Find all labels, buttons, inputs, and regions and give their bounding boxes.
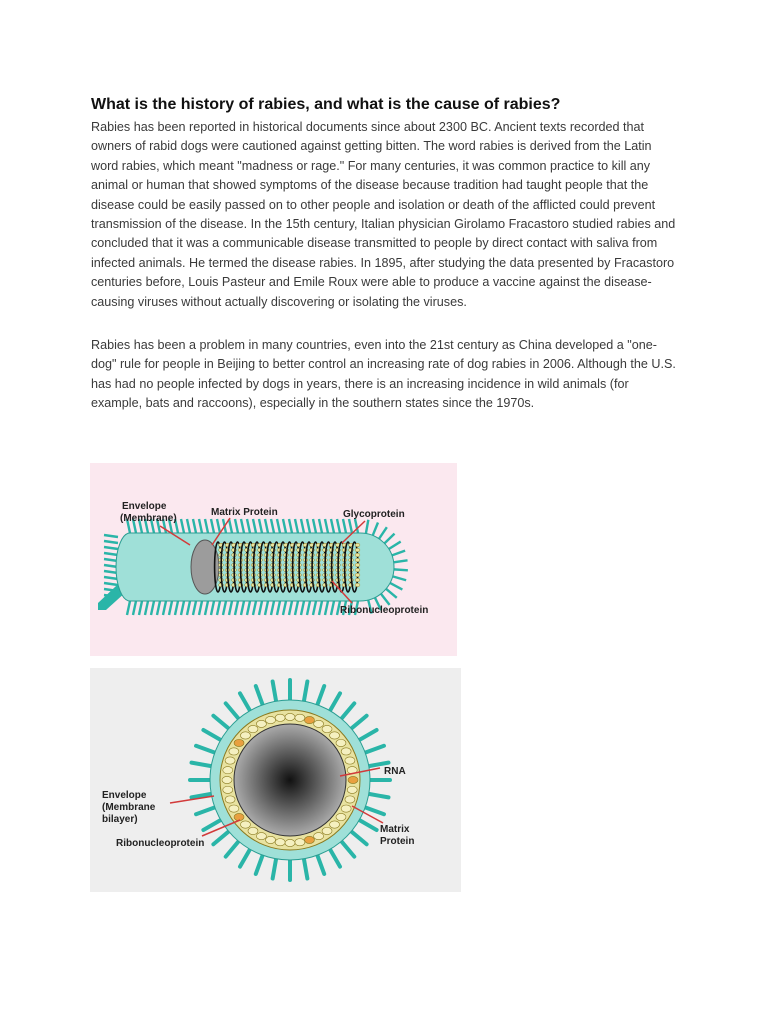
glycoprotein-spike	[351, 716, 366, 729]
nucleoprotein-bead	[322, 725, 332, 732]
nucleoprotein-bead	[240, 821, 250, 828]
nucleoprotein-bead	[355, 543, 360, 547]
glycoprotein-spike	[304, 682, 307, 702]
glycoprotein-spike	[104, 583, 118, 585]
nucleoprotein-bead	[295, 839, 305, 846]
glycoprotein-spike	[337, 519, 340, 533]
glycoprotein-spike	[379, 527, 387, 539]
nucleoprotein-bead	[256, 833, 266, 840]
glycoprotein-spike	[343, 519, 346, 533]
glycoprotein-spike	[241, 519, 244, 533]
article-paragraph-2: Rabies has been a problem in many countries, even into the 21st century as China developed a "one-dog" rule for people in Beijing to better control an increasing rate of dog rabies in 2006. Although the U.S. has had no people infected by dogs in years, there is an increasing incidence in wild animals (for example, bats and raccoons), especially in the southern states since the 1970s.	[91, 338, 676, 411]
nucleoprotein-bead	[225, 796, 235, 803]
nucleoprotein-bead	[240, 732, 250, 739]
nucleoprotein-bead	[275, 714, 285, 721]
nucleoprotein-bead	[322, 827, 332, 834]
article-heading: What is the history of rabies, and what is the cause of rabies?	[91, 96, 561, 113]
glycoprotein-spike	[381, 594, 390, 605]
glycoprotein-spike	[331, 601, 334, 615]
glycoprotein-spike	[193, 519, 196, 533]
glycoprotein-spike	[229, 519, 232, 533]
glycoprotein-spike	[205, 601, 208, 615]
nucleoprotein-bead	[285, 713, 295, 720]
glycoprotein-spike	[273, 859, 276, 879]
glycoprotein-spike	[330, 693, 340, 710]
glycoprotein-spike	[349, 519, 352, 533]
glycoprotein-spike	[384, 534, 394, 544]
glycoprotein-spike	[330, 849, 340, 866]
glycoprotein-spike	[187, 601, 190, 615]
virion-cross-section-diagram	[90, 668, 461, 892]
glycoprotein-spike	[289, 519, 292, 533]
glycoprotein-spike	[213, 831, 228, 844]
glycoprotein-spike	[229, 601, 232, 615]
nucleoprotein-bead	[223, 767, 233, 774]
glycoprotein-spike	[392, 551, 405, 556]
label-matrix: Matrix	[380, 824, 410, 835]
nucleoprotein-bead	[225, 757, 235, 764]
glycoprotein-spike	[226, 703, 239, 718]
glycoprotein-spike	[307, 519, 310, 533]
glycoprotein-spike	[317, 686, 324, 705]
glycoprotein-spike	[394, 569, 408, 570]
glycoprotein-spike	[341, 703, 354, 718]
nucleoprotein-bead	[229, 805, 239, 812]
glycoprotein-spike	[393, 576, 406, 580]
glycoprotein-spike	[199, 601, 202, 615]
glycoprotein-spike	[226, 841, 239, 856]
glycoprotein-spike	[369, 794, 389, 797]
glycoprotein-spike	[203, 730, 220, 740]
nucleoprotein-bead	[248, 827, 258, 834]
label-membrane: (Membrane)	[120, 513, 177, 524]
nucleoprotein-bead	[304, 716, 314, 723]
nucleoprotein-bead	[285, 839, 295, 846]
glycoprotein-spike	[304, 859, 307, 879]
nucleoprotein-bead	[355, 573, 360, 577]
glycoprotein-spike	[223, 601, 226, 615]
virion-longitudinal-diagram	[90, 463, 457, 656]
glycoprotein-spike	[313, 601, 316, 615]
glycoprotein-spike	[217, 519, 220, 533]
glycoprotein-spike	[163, 601, 166, 615]
rabies-virion-cross-section-figure	[90, 668, 461, 892]
nucleoprotein-bead	[355, 578, 360, 582]
glycoprotein-spike	[331, 519, 334, 533]
nucleoprotein-bead	[266, 836, 276, 843]
glycoprotein-spike	[259, 601, 262, 615]
glycoprotein-spike	[319, 519, 322, 533]
virion-core	[234, 724, 346, 836]
glycoprotein-spike	[295, 601, 298, 615]
nucleoprotein-bead	[355, 548, 360, 552]
glycoprotein-spike	[157, 601, 160, 615]
glycoprotein-spike	[104, 547, 118, 549]
nucleoprotein-bead	[355, 583, 360, 587]
glycoprotein-spike	[104, 553, 118, 555]
label-envelope: Envelope	[102, 790, 147, 801]
glycoprotein-spike	[319, 601, 322, 615]
glycoprotein-spike	[359, 730, 376, 740]
nucleoprotein-bead	[304, 836, 314, 843]
glycoprotein-spike	[196, 746, 215, 753]
nucleoprotein-bead	[341, 805, 351, 812]
glycoprotein-spike	[373, 522, 378, 535]
nucleoprotein-bead	[355, 563, 360, 567]
glycoprotein-spike	[341, 841, 354, 856]
glycoprotein-spike	[247, 601, 250, 615]
glycoprotein-spike	[139, 601, 142, 615]
nucleoprotein-bead	[355, 558, 360, 562]
glycoprotein-spike	[145, 601, 148, 615]
article-paragraph-1: Rabies has been reported in historical documents since about 2300 BC. Ancient texts recorded that owners of rabid dogs were cautioned against getting bitten. The word rabies is derived from the Latin word rabies, which meant "madness or rage." For many centuries, it was common practice to kill any animal or human that showed symptoms of the disease because tradition had taught people that the disease could be easily passed on to other people and isolation or death of the afflicted could prevent transmission of the disease. In the 15th century, Italian physician Girolamo Fracastoro studied rabies and concluded that it was a communicable disease transmitted to people by direct contact with saliva from infected animals. He termed the disease rabies. In 1895, after studying the data presented by Fracastoro centuries before, Louis Pasteur and Emile Roux were able to produce a vaccine against the disease-causing viruses without actually discovering or isolating the viruses.	[91, 120, 676, 309]
glycoprotein-spike	[104, 541, 118, 543]
glycoprotein-spike	[277, 601, 280, 615]
glycoprotein-spike	[265, 601, 268, 615]
nucleoprotein-bead	[256, 720, 266, 727]
glycoprotein-spike	[313, 519, 316, 533]
glycoprotein-spike	[365, 807, 384, 814]
glycoprotein-spike	[317, 855, 324, 874]
glycoprotein-spike	[240, 693, 250, 710]
glycoprotein-spike	[325, 519, 328, 533]
nucleoprotein-bead	[222, 776, 232, 783]
glycoprotein-spike	[390, 583, 402, 590]
nucleoprotein-bead	[275, 839, 285, 846]
glycoprotein-spike	[175, 601, 178, 615]
nucleoprotein-bead	[355, 553, 360, 557]
glycoprotein-spike	[133, 601, 136, 615]
label-glycoprotein: Glycoprotein	[343, 509, 405, 520]
glycoprotein-spike	[211, 601, 214, 615]
glycoprotein-spike	[394, 560, 408, 562]
glycoprotein-spike	[359, 820, 376, 830]
rabies-virion-longitudinal-figure	[90, 463, 457, 656]
glycoprotein-spike	[283, 519, 286, 533]
glycoprotein-spike	[187, 519, 190, 533]
nucleoprotein-bead	[248, 725, 258, 732]
glycoprotein-spike	[253, 519, 256, 533]
label-bilayer: bilayer)	[102, 814, 138, 825]
nucleoprotein-bead	[341, 748, 351, 755]
glycoprotein-spike	[181, 519, 184, 533]
glycoprotein-spike	[259, 519, 262, 533]
glycoprotein-spike	[192, 763, 212, 766]
glycoprotein-spike	[365, 746, 384, 753]
glycoprotein-spike	[247, 519, 250, 533]
glycoprotein-spike	[205, 519, 208, 533]
nucleoprotein-bead	[266, 716, 276, 723]
nucleoprotein-bead	[314, 720, 324, 727]
glycoprotein-spike	[241, 601, 244, 615]
glycoprotein-spike	[199, 519, 202, 533]
nucleoprotein-bead	[223, 786, 233, 793]
glycoprotein-spike	[213, 716, 228, 729]
nucleoprotein-bead	[330, 821, 340, 828]
nucleoprotein-bead	[345, 757, 355, 764]
nucleoprotein-bead	[355, 568, 360, 572]
glycoprotein-spike	[240, 849, 250, 866]
label-membrane: (Membrane	[102, 802, 156, 813]
glycoprotein-spike	[271, 601, 274, 615]
nucleoprotein-bead	[229, 748, 239, 755]
glycoprotein-spike	[253, 601, 256, 615]
nucleoprotein-bead	[348, 776, 358, 783]
label-protein: Protein	[380, 836, 415, 847]
glycoprotein-spike	[256, 686, 263, 705]
glycoprotein-spike	[193, 601, 196, 615]
glycoprotein-spike	[386, 589, 397, 598]
glycoprotein-spike	[151, 601, 154, 615]
glycoprotein-spike	[104, 577, 118, 579]
glycoprotein-spike	[211, 519, 214, 533]
glycoprotein-spike	[127, 601, 130, 615]
glycoprotein-spike	[325, 601, 328, 615]
nucleoprotein-bead	[336, 813, 346, 820]
glycoprotein-spike	[295, 519, 298, 533]
glycoprotein-spike	[289, 601, 292, 615]
glycoprotein-spike	[351, 831, 366, 844]
label-rna: RNA	[384, 766, 406, 777]
label-matrix-protein: Matrix Protein	[211, 507, 278, 518]
glycoprotein-spike	[169, 601, 172, 615]
glycoprotein-spike	[273, 682, 276, 702]
glycoprotein-spike	[389, 542, 401, 549]
glycoprotein-spike	[235, 601, 238, 615]
glycoprotein-spike	[181, 601, 184, 615]
glycoprotein-spike	[301, 601, 304, 615]
glycoprotein-spike	[307, 601, 310, 615]
glycoprotein-spike	[301, 519, 304, 533]
glycoprotein-spike	[104, 535, 118, 537]
glycoprotein-spike	[283, 601, 286, 615]
glycoprotein-spike	[217, 601, 220, 615]
nucleoprotein-bead	[347, 786, 357, 793]
glycoprotein-spike	[265, 519, 268, 533]
nucleoprotein-bead	[345, 796, 355, 803]
label-ribonucleoprotein: Ribonucleoprotein	[340, 605, 429, 616]
glycoprotein-spike	[235, 519, 238, 533]
nucleoprotein-bead	[314, 833, 324, 840]
label-ribonucleoprotein: Ribonucleoprotein	[116, 838, 205, 849]
label-envelope: Envelope	[122, 501, 167, 512]
nucleoprotein-bead	[234, 813, 244, 820]
nucleoprotein-bead	[234, 739, 244, 746]
glycoprotein-spike	[366, 520, 368, 534]
glycoprotein-spike	[271, 519, 274, 533]
nucleoprotein-bead	[330, 732, 340, 739]
nucleoprotein-bead	[295, 714, 305, 721]
nucleoprotein-bead	[336, 739, 346, 746]
glycoprotein-spike	[277, 519, 280, 533]
glycoprotein-spike	[256, 855, 263, 874]
glycoprotein-spike	[196, 807, 215, 814]
